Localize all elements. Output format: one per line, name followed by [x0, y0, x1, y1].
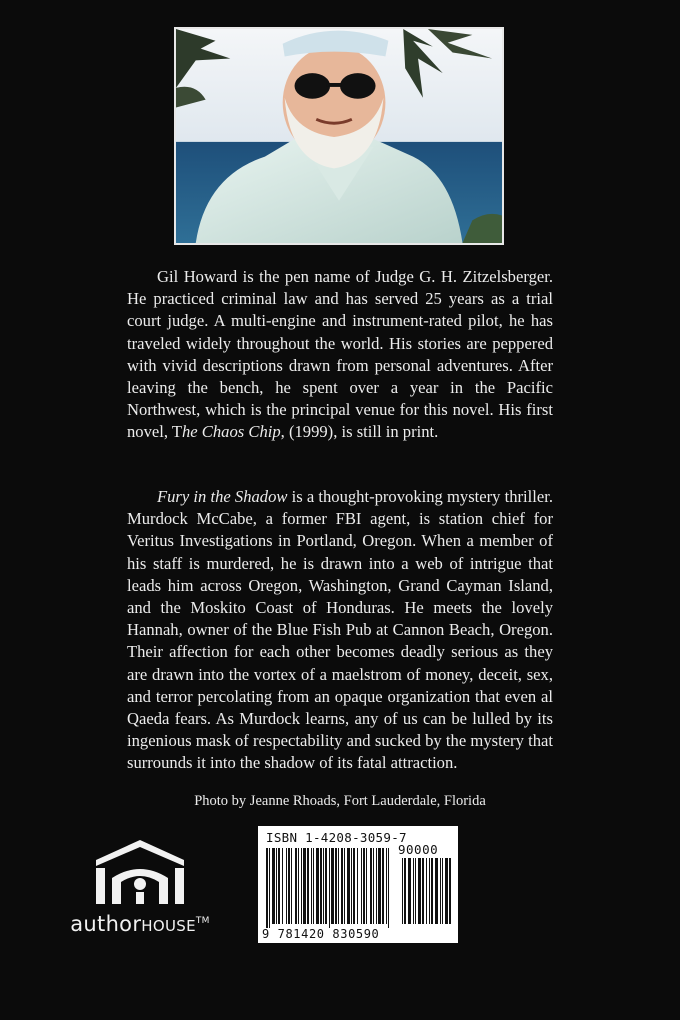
- wordmark-house: HOUSE: [141, 917, 196, 935]
- book-synopsis: [127, 486, 553, 775]
- author-bio-tail: , (1999), is still in print.: [280, 422, 439, 442]
- authorhouse-wordmark: [60, 912, 220, 936]
- isbn-barcode: [258, 826, 458, 943]
- barcode-number: 9 781420 830590: [262, 927, 380, 941]
- author-bio-text: Gil Howard is the pen name of Judge G. H. Zitzelsberger. He practiced criminal law and has served 25 years as a trial court judge. A multi-engine and instrument-rated pilot, he has traveled widely throughout the world. His stories are peppered with vivid descriptions drawn from personal adventures. After leaving the bench, he spent over a year in the Pacific Northwest, which is the principal venue for this novel. His first novel, T: [127, 267, 553, 442]
- house-icon: [60, 834, 220, 912]
- author-photo-image: [176, 29, 502, 243]
- book-title: Fury in the Shadow: [157, 487, 288, 506]
- authorhouse-logo: [60, 834, 220, 944]
- author-photo: [174, 27, 504, 245]
- first-novel-title: he Chaos Chip: [182, 422, 281, 442]
- book-synopsis-text: is a thought-provoking mystery thriller. Murdock McCabe, a former FBI agent, is station chief for Veritus Investigations in Portland, Oregon. When a member of his staff is murdered, he is drawn into a web of intrigue that leads him across Oregon, Washington, Grand Cayman Island, and the Moskito Coast of Honduras. He meets the lovely Hannah, owner of the Blue Fish Pub at Cannon Beach, Oregon. Their affection for each other becomes deadly serious as they are drawn into the vortex of a maelstrom of money, deceit, sex, and terror percolating from an opaque organization that even al Qaeda fears. As Murdock learns, any of us can be lulled by its ingenious mask of respectability and sucked by the mystery that surrounds it into the shadow of its fatal attraction.: [127, 487, 553, 773]
- trademark-symbol: TM: [195, 916, 210, 926]
- wordmark-author: author: [70, 912, 142, 936]
- isbn-label: ISBN 1-4208-3059-7: [266, 830, 407, 845]
- author-bio: [127, 266, 553, 444]
- photo-credit: Photo by Jeanne Rhoads, Fort Lauderdale, Florida: [194, 793, 486, 809]
- price-addon-number: 90000: [398, 842, 439, 857]
